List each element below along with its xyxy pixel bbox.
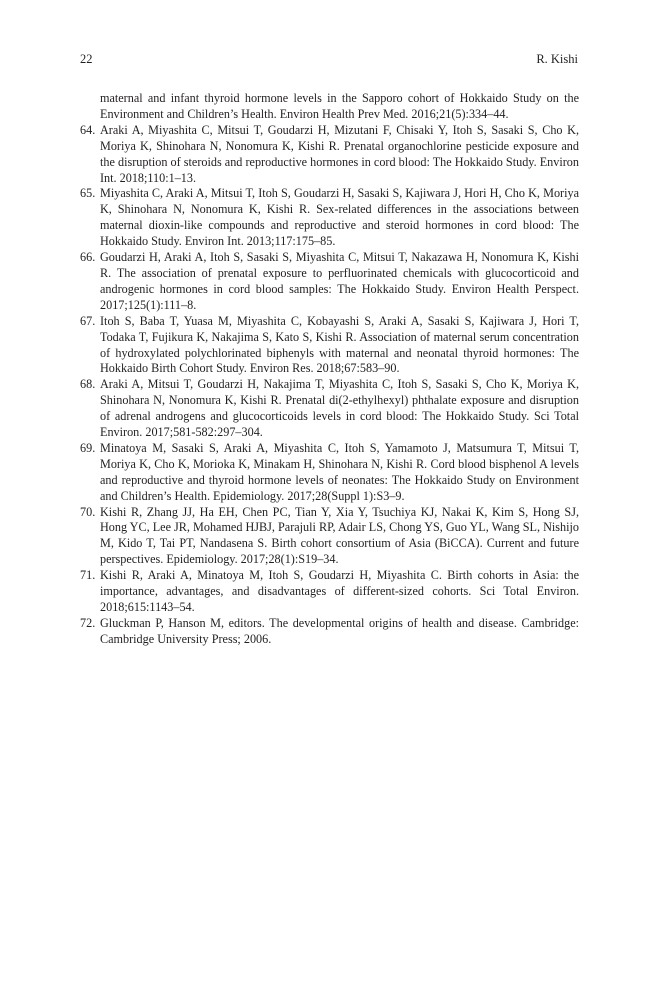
reference-number: 64. [80, 122, 96, 137]
reference-text: Gluckman P, Hanson M, editors. The developmental origins of health and disease. Cambridge: Cambridge University Press; 2006. [100, 615, 579, 646]
reference-65 [80, 186, 579, 250]
reference-71 [80, 568, 579, 616]
reference-number: 70. [80, 504, 96, 519]
reference-number: 67. [80, 313, 96, 328]
reference-69 [80, 441, 579, 505]
reference-text: Miyashita C, Araki A, Mitsui T, Itoh S, Goudarzi H, Sasaki S, Kajiwara J, Hori H, Cho K, Moriya K, Shinohara N, Nonomura K, Kishi R. Sex-related differences in the associations between maternal dioxin-like compounds and reproductive and steroid hormones in cord blood: The Hokkaido Study. Environ Int. 2013;117:175–85. [100, 186, 579, 249]
running-head: R. Kishi [536, 52, 578, 66]
reference-text: Goudarzi H, Araki A, Itoh S, Sasaki S, Miyashita C, Mitsui T, Nakazawa H, Nonomura K, Kishi R. The association of prenatal exposure to perfluorinated chemicals with glucocorticoid and androgenic hormones in cord blood samples: The Hokkaido Study. Environ Health Perspect. 2017;125(1):111–8. [100, 250, 579, 312]
reference-text: Kishi R, Zhang JJ, Ha EH, Chen PC, Tian Y, Xia Y, Tsuchiya KJ, Nakai K, Kim S, Hong SJ, Hong YC, Lee JR, Mohamed HJBJ, Parajuli RP, Adair LS, Chong YS, Guo YL, Wang SL, Nishijo M, Kido T, Tai PT, Nandasena S. Birth cohort consortium of Asia (BiCCA). Current and future perspectives. Epidemiology. 2017;28(1):S19–34. [100, 504, 579, 567]
reference-text: Kishi R, Araki A, Minatoya M, Itoh S, Goudarzi H, Miyashita C. Birth cohorts in Asia: the importance, advantages, and disadvantages of different-sized cohorts. Sci Total Environ. 2018;615:1143–54. [100, 568, 579, 614]
reference-70 [80, 505, 579, 569]
reference-text: Araki A, Miyashita C, Mitsui T, Goudarzi H, Mizutani F, Chisaki Y, Itoh S, Sasaki S, Cho K, Moriya K, Shinohara N, Nonomura K, Kishi R. Prenatal organochlorine pesticide exposure and the disruption of steroids and reproductive hormones in cord blood: The Hokkaido Study. Environ Int. 2018;110:1–13. [100, 122, 579, 185]
page-number: 22 [80, 52, 93, 66]
reference-64 [80, 123, 579, 187]
reference-number: 68. [80, 377, 96, 392]
reference-68 [80, 377, 579, 441]
reference-continuation [80, 91, 579, 123]
reference-number: 71. [80, 568, 96, 583]
reference-text: Itoh S, Baba T, Yuasa M, Miyashita C, Kobayashi S, Araki A, Sasaki S, Kajiwara J, Hori T, Todaka T, Fujikura K, Nakajima S, Kato S, Kishi R. Association of maternal serum concentration of hydroxylated polychlorinated biphenyls with maternal and neonatal thyroid hormones: The Hokkaido Birth Cohort Study. Environ Res. 2018;67:583–90. [100, 313, 579, 376]
reference-text: Araki A, Mitsui T, Goudarzi H, Nakajima T, Miyashita C, Itoh S, Sasaki S, Cho K, Moriya K, Shinohara N, Nonomura K, Kishi R. Prenatal di(2-ethylhexyl) phthalate exposure and disruption of adrenal androgens and glucocorticoids levels in cord blood: The Hokkaido Study. Sci Total Environ. 2017;581-582:297–304. [100, 377, 579, 440]
reference-text: maternal and infant thyroid hormone levels in the Sapporo cohort of Hokkaido Study on the Environment and Children’s Health. Environ Health Prev Med. 2016;21(5):334–44. [100, 91, 579, 121]
reference-list [80, 91, 579, 648]
reference-number: 72. [80, 615, 96, 630]
page-header [80, 51, 578, 67]
reference-number: 65. [80, 186, 96, 201]
reference-number: 69. [80, 440, 96, 455]
reference-72 [80, 616, 579, 648]
reference-66 [80, 250, 579, 314]
reference-number: 66. [80, 250, 96, 265]
reference-text: Minatoya M, Sasaki S, Araki A, Miyashita C, Itoh S, Yamamoto J, Matsumura T, Mitsui T, Moriya K, Cho K, Morioka K, Minakam H, Shinohara N, Kishi R. Cord blood bisphenol A levels and reproductive and thyroid hormone levels of neonates: The Hokkaido Study on Environment and Children’s Health. Epidemiology. 2017;28(Suppl 1):S3–9. [100, 440, 579, 503]
reference-67 [80, 314, 579, 378]
